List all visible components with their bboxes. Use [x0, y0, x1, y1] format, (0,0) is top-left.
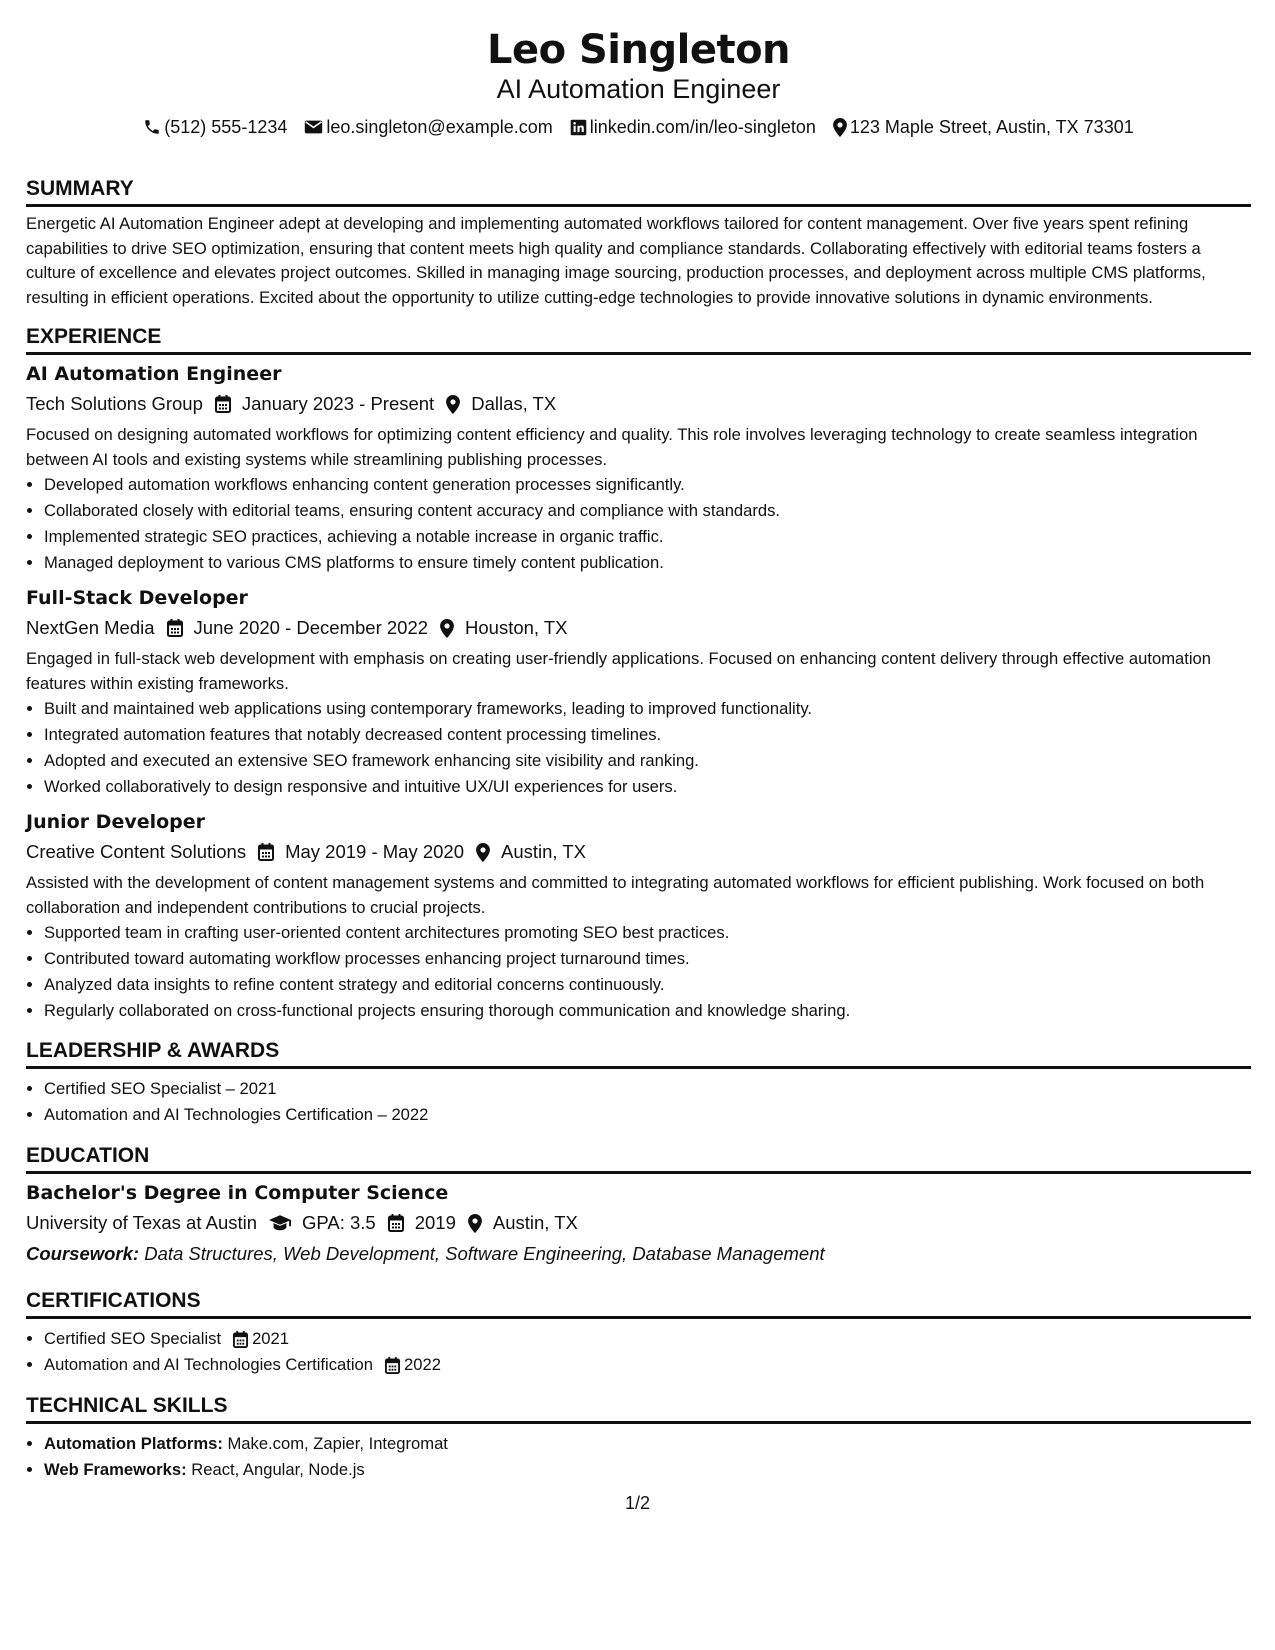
- skill-label: Web Frameworks:: [44, 1460, 187, 1479]
- skill-label: Automation Platforms:: [44, 1434, 223, 1453]
- list-item: • Adopted and executed an extensive SEO framework enhancing site visibility and ranking.: [44, 748, 1251, 774]
- calendar-icon: [258, 843, 274, 861]
- calendar-icon: [215, 395, 231, 413]
- job-company: Tech Solutions Group: [26, 393, 203, 414]
- calendar-icon: [167, 619, 183, 637]
- education-heading: EDUCATION: [26, 1143, 1251, 1174]
- list-item: • Integrated automation features that notably decreased content processing timelines.: [44, 722, 1251, 748]
- skills-heading: TECHNICAL SKILLS: [26, 1393, 1251, 1424]
- candidate-name: Leo Singleton: [486, 27, 791, 73]
- certifications-section: [26, 1288, 1251, 1378]
- email-text: leo.singleton@example.com: [326, 117, 553, 137]
- list-item: • Managed deployment to various CMS platforms to ensure timely content publication.: [44, 550, 1251, 576]
- list-item: [44, 1431, 1251, 1457]
- candidate-title: AI Automation Engineer: [496, 74, 781, 104]
- linkedin-icon: [570, 119, 587, 136]
- contact-address: [833, 115, 1134, 139]
- job-bullets: [26, 472, 1251, 576]
- summary-text: Energetic AI Automation Engineer adept at developing and implementing automated workflows tailored for content management. Over five years spent refining capabilities to drive SEO optimization, ensuring that content meets high quality and compliance standards. Collaborating effectively with editorial teams fosters a culture of excellence and elevates project outcomes. Skilled in managing image sourcing, production processes, and deployment across multiple CMS platforms, resulting in efficient operations. Excited about the opportunity to utilize cutting-edge technologies to provide innovative solutions in dynamic environments.: [26, 214, 1206, 307]
- phone-text: (512) 555-1234: [164, 117, 288, 137]
- degree-title: Bachelor's Degree in Computer Science: [26, 1182, 449, 1204]
- job-entry: [26, 809, 1251, 1024]
- leadership-section: [26, 1038, 1251, 1128]
- certifications-list: [26, 1326, 1251, 1378]
- coursework-label: Coursework:: [26, 1243, 140, 1264]
- school-location: Austin, TX: [492, 1212, 578, 1233]
- job-company: NextGen Media: [26, 617, 155, 638]
- map-pin-icon: [446, 395, 460, 414]
- job-company: Creative Content Solutions: [26, 841, 247, 862]
- gpa-text: GPA: 3.5: [302, 1212, 376, 1233]
- resume-header: [26, 26, 1251, 139]
- summary-heading: SUMMARY: [26, 176, 1251, 207]
- skill-value: React, Angular, Node.js: [191, 1460, 365, 1479]
- experience-section: [26, 324, 1251, 1024]
- contact-email[interactable]: [304, 115, 552, 139]
- job-location: Austin, TX: [501, 841, 587, 862]
- resume-page: [26, 0, 1251, 1483]
- list-item: • Automation and AI Technologies Certification – 2022: [44, 1102, 1251, 1128]
- job-title: AI Automation Engineer: [26, 363, 282, 385]
- certification-name: • Certified SEO Specialist: [44, 1329, 222, 1348]
- leadership-list: [26, 1076, 1251, 1128]
- job-location: Dallas, TX: [471, 393, 557, 414]
- skill-value: Make.com, Zapier, Integromat: [227, 1434, 448, 1453]
- graduation-year: 2019: [414, 1212, 456, 1233]
- coursework-line: [26, 1241, 1251, 1267]
- graduation-cap-icon: [269, 1215, 291, 1231]
- certification-name: • Automation and AI Technologies Certification: [44, 1355, 374, 1374]
- job-description: Focused on designing automated workflows for optimizing content efficiency and quality. This role involves leveraging technology to create seamless integration between AI tools and existing systems while streamlining publishing processes.: [26, 425, 1198, 469]
- job-dates: June 2020 - December 2022: [193, 617, 429, 638]
- job-meta: [26, 614, 1251, 642]
- list-item: • Analyzed data insights to refine content strategy and editorial concerns continuously.: [44, 972, 1251, 998]
- page-number: 1/2: [624, 1493, 651, 1513]
- job-title: Full-Stack Developer: [26, 587, 248, 609]
- job-entry: [26, 361, 1251, 576]
- job-meta: [26, 390, 1251, 418]
- contact-linkedin[interactable]: [570, 115, 816, 139]
- job-meta: [26, 838, 1251, 866]
- envelope-icon: [304, 119, 323, 135]
- certifications-heading: CERTIFICATIONS: [26, 1288, 1251, 1319]
- list-item: • Collaborated closely with editorial teams, ensuring content accuracy and compliance with standards.: [44, 498, 1251, 524]
- job-bullets: [26, 920, 1251, 1024]
- map-pin-icon: [476, 843, 490, 862]
- contact-phone: [143, 115, 287, 139]
- list-item: [44, 1457, 1251, 1483]
- job-location: Houston, TX: [465, 617, 568, 638]
- experience-heading: EXPERIENCE: [26, 324, 1251, 355]
- job-description: Engaged in full-stack web development with emphasis on creating user-friendly applications. Focused on enhancing content delivery through effective automation features within existing frameworks.: [26, 649, 1212, 693]
- job-dates: May 2019 - May 2020: [285, 841, 465, 862]
- skills-section: [26, 1393, 1251, 1483]
- list-item: • Regularly collaborated on cross-functional projects ensuring thorough communication and knowledge sharing.: [44, 998, 1251, 1024]
- list-item: • Developed automation workflows enhancing content generation processes significantly.: [44, 472, 1251, 498]
- summary-section: [26, 176, 1251, 310]
- map-pin-icon: [440, 619, 454, 638]
- list-item: • Worked collaboratively to design responsive and intuitive UX/UI experiences for users.: [44, 774, 1251, 800]
- education-meta: [26, 1209, 1251, 1237]
- school-name: University of Texas at Austin: [26, 1212, 258, 1233]
- address-text: 123 Maple Street, Austin, TX 73301: [849, 117, 1134, 137]
- education-section: [26, 1143, 1251, 1267]
- certification-year: 2022: [404, 1355, 441, 1374]
- list-item: • Certified SEO Specialist – 2021: [44, 1076, 1251, 1102]
- coursework-list: Data Structures, Web Development, Software Engineering, Database Management: [144, 1243, 825, 1264]
- job-title: Junior Developer: [26, 811, 206, 833]
- calendar-icon: [388, 1214, 404, 1232]
- map-pin-icon: [833, 118, 847, 137]
- job-bullets: [26, 696, 1251, 800]
- list-item: • Implemented strategic SEO practices, achieving a notable increase in organic traffic.: [44, 524, 1251, 550]
- contact-bar: [26, 115, 1251, 139]
- leadership-heading: LEADERSHIP & AWARDS: [26, 1038, 1251, 1069]
- linkedin-text: linkedin.com/in/leo-singleton: [589, 117, 816, 137]
- job-description: Assisted with the development of content management systems and committed to integrating automated workflows for efficient publishing. Work focused on both collaboration and independent contributions to crucial projects.: [26, 873, 1205, 917]
- list-item: [44, 1352, 1251, 1378]
- job-dates: January 2023 - Present: [241, 393, 435, 414]
- list-item: • Supported team in crafting user-oriented content architectures promoting SEO best practices.: [44, 920, 1251, 946]
- calendar-icon: [385, 1357, 400, 1374]
- job-entry: [26, 585, 1251, 800]
- list-item: • Built and maintained web applications using contemporary frameworks, leading to improved functionality.: [44, 696, 1251, 722]
- calendar-icon: [233, 1331, 248, 1348]
- map-pin-icon: [468, 1214, 482, 1233]
- skills-list: [26, 1431, 1251, 1483]
- certification-year: 2021: [252, 1329, 289, 1348]
- list-item: • Contributed toward automating workflow processes enhancing project turnaround times.: [44, 946, 1251, 972]
- phone-icon: [143, 118, 161, 136]
- list-item: [44, 1326, 1251, 1352]
